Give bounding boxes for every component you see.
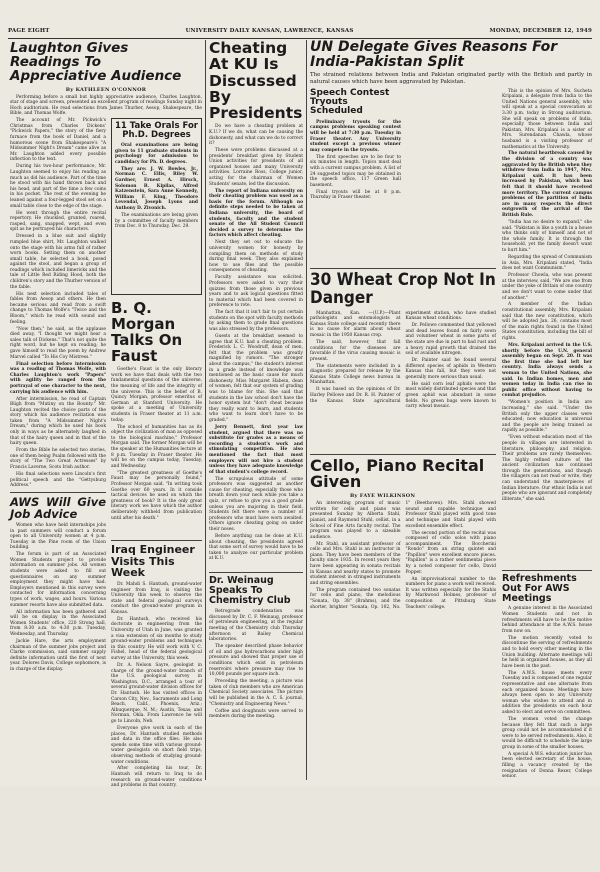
phd-paragraph: The examinations are being given by a committee of faculty members from Dec. 8 to Thursday, Dec. 29.	[115, 213, 198, 230]
aws-paragraph: All information has been gathered and will be on display in the Associated Women Students' office, 220 Strong hall, from 8:30 a.m. to 4:30 p.m. Tuesday, Wednesday, and Thursday.	[10, 609, 106, 637]
morgan-headline: B. Q. Morgan Talks On Faust	[111, 299, 183, 365]
iraq-paragraph: After completing his tour, Dr. Hantush will return to Iraq to do research on ground-water conditions and problems in that country.	[111, 766, 202, 789]
wheat-paragraph: Dr. Pellowe commented that yellowed and dead leaves found on fairly sown and volunteer wheat in some parts of the state are due in part to bad rust and a heavy rapid growth that drained the soil of available nitrogen.	[405, 323, 496, 357]
laughton-paragraph: Dressed in a blue suit and slightly rumpled blue shirt, Mr. Laughton walked onto the stage with his arms full of rather worn books. Setting them on another small table, he selected a book, posed against the stool, and began a group of readings which included limericks and the tale of Little Red Riding Hood, both the children's story and the Thurber version of the fable.	[10, 234, 106, 290]
weinaug-article	[209, 609, 303, 809]
right-section	[310, 40, 592, 780]
refresh-paragraph: A special A.W.S. education junior has been elected secretary of the house, filling a vacancy created by the resignation of Donna Rexer, College senior.	[502, 751, 592, 780]
page-number: PAGE EIGHT	[8, 28, 50, 34]
speech-column	[310, 89, 401, 265]
iraq-paragraph: Dr. Mahdi S. Hantush, ground-water engineer from Iraq, is visiting the University this week to observe the state and federal geological surveys conduct the ground-water program in Kansas.	[111, 581, 202, 615]
aws-paragraph: The forum is part of an Associated Women Students project to provide information on summer jobs. All women students were asked to fill out questionnaires on any summer employment they might have had. Employers mentioned in this survey were contacted for information concerning types of work, wages, and hours. Various summer resorts have also submitted data.	[10, 552, 106, 608]
un-paragraph: Regarding the spread of Communism in Asia, Mrs. Kripalani stated, "India does not want Communism."	[502, 254, 592, 272]
cheating-paragraph: Next they set out to educate the university women for honesty by compiling them on methods of study during final week. They also explained how to use files and the possible consequences of cheating.	[209, 240, 303, 274]
laughton-headline: Laughton Gives Readings To Appreciative Audience	[10, 40, 182, 85]
un-lead: The strained relations between India and Pakistan originated partly with the British and partly in natural causes which have been aggravated by Pakistan.	[310, 72, 592, 85]
iraq-paragraph: Everyone give work in each of the places, Dr. Hantush studied methods and data in the office files. He also spends some time with various ground-water geologists on short field trips, observing methods of studying ground-water conditions.	[111, 725, 202, 765]
wheat-paragraph: The said, however, that fall conditions for the diseases are favorable if the virus causing mosaic is present.	[310, 339, 401, 362]
un-paragraph: "Women's position in India are increasing," she said. "Under the British only the upper classes were educated; now education is universal and the people are being trained as rapidly as possible."	[502, 400, 592, 434]
cheating-article	[209, 124, 303, 569]
cheating-paragraph: These were problems discussed at a presidents' breakfast given by Student Union activities for presidents of all organized houses and many University activities. Lorraine Ross, College junior, acting for the chairman of Women Students' senate, led the discussion.	[209, 148, 303, 187]
refresh-article	[502, 606, 592, 806]
aws-paragraph: Jackie Hare, the arts employment chairman of the summer jobs project and Clarke commission, said summer supply definite information until the first of next year. Dolores Davis, College sophomore, is in charge of the display.	[10, 638, 106, 672]
weinaug-headline: Dr. Weinaug Speaks To Chemistry Club	[209, 575, 291, 607]
aws-headline: AWS Will Give Job Advice	[10, 494, 106, 521]
divider	[209, 572, 303, 573]
laughton-paragraph: His final selections were Lincoln's first political speech and the "Gettysburg Address."	[10, 472, 106, 489]
wheat-paragraph: Dr. Painter said he found several different species of aphids in Western Kansas this fall, but they were not generally more serious than usual.	[405, 358, 496, 380]
wheat-headline: 30 Wheat Crop Not In Danger	[310, 269, 496, 308]
cello-byline: By FAYE WILKINSON	[350, 493, 416, 500]
newspaper-name: UNIVERSITY DAILY KANSAN, LAWRENCE, KANSAS	[185, 28, 354, 34]
cheating-paragraph: Before anything can be done at K.U. about cheating, the presidents agreed that some sort of survey would have to be taken to analyze our particular problem at K.U.	[209, 534, 303, 562]
cello-paragraph: The program contained two sonatas for cello and piano, the melodious "Sonata, Op. 38" (Brahms), and the shorter, brighter "Sonata, Op. 102, No. 1" (Beethoven). Mrs. Stahl showed sound and capable technique and Professor Stahl played with good tone and technique and Stahl played with excellent ensemble effect.	[310, 501, 496, 610]
divider	[111, 540, 202, 541]
speech-paragraph: Final tryouts will be at 8 p.m. Thursday in Fraser theater.	[310, 189, 401, 201]
right-left-block	[310, 89, 496, 807]
cheating-paragraph: Guests at the breakfast seemed to agree that K.U. had a cheating problem. Frederick L. C. Woodruff, dean of men, felt that the problem was greatly magnified by rumors. "The stronger about the campus," the student's interest in a grade instead of knowledge was mentioned as the basic cause for much dishonesty. Miss Margaret Habein, dean of women, felt that our system of grading was to blame for this. She said that students in the law school don't have the honor system but "don't cheat because they really want to learn, and students who want to learn don't have to be graded."	[209, 334, 303, 423]
refresh-headline: Refreshments Out For AWS Meetings	[502, 572, 577, 604]
wheat-paragraph: He said corn leaf aphids were the most widely distributed species and that green aphid was abundant in some fields. No green bugs were known to carry wheat mosaic.	[405, 381, 496, 410]
phd-paragraph: They are: J. W. Bowles, Jr., Norman C. Ellis, Riley W. Gardner, Ernest A. Hirsch, Solomon B. Kipilas, Alfred Katzenstein, Sara Anne Kennedy, William F. King, Theodore Levendal, Joseph Lyons and Anthony D. Zivonich.	[115, 166, 198, 212]
column-rule	[306, 40, 307, 780]
weinaug-paragraph: Coffee and doughnuts were served to members during the meeting.	[209, 708, 303, 720]
un-paragraph: This is the opinion of Mrs. Sucheta Kripalani, a delegate from India to the United Nations general assembly, who will speak at a special convocation at 3:30 p.m. today in Strong auditorium. She will speak on problems of India, especially those between India and Pakistan. Mrs. Kripalani is a sister of Mrs. Surendanan Chawla, whose husband is a visiting professor of mathematics at the University.	[502, 88, 592, 150]
left-column	[10, 40, 202, 789]
laughton-paragraph: Final selection before intermission was a reading of Thomas Wolfe, with Charles Laughton's work "Papers" with agility he ranged from the portrayal of one character to the next, carrying his audience with him.	[10, 361, 106, 395]
phd-headline: 11 Take Orals For Ph.D. Degrees	[115, 121, 198, 141]
morgan-paragraph: "The greatest greatness of Goethe's Faust may be personally found," Professor Morgan said. "In writing took Goethe over 60 years. In it conside tactical devices he used on which the greatness of book? It is the only great literary work we have which the author deliberately withheld from publication until after his death."	[111, 470, 202, 521]
un-paragraph: "Even without education most of the people in villages are interested in literature, philosophy, and religion. Their problems are rarely themselves. The highly refined culture of the ancient civilization has continued through the generations, and though the villagers can not read or write, they can understand the masterpieces of Indian literature. Our ethnic India is not people who are ignorant and completely illiterate," she said.	[502, 435, 592, 502]
wheat-paragraph: It was based on the opinions of Dr. Harley Pellowe and Dr. R. H. Painter of the Kansas State agricultural experiment station, who have studied Kansas wheat conditions.	[310, 310, 496, 404]
un-headline: UN Delegate Gives Reasons For India-Pakistan Split	[310, 39, 558, 70]
un-paragraph: Mrs. Kripalani arrived in the U.S. shortly before the U.N. general assembly began on Sept. 20. It was the first time she had left her country. India always sends a woman to the United Nations, she said. In Indian homes, men and women today in India can rise in public office without having to combat prejudice.	[502, 343, 592, 399]
laughton-paragraph: After intermission, he read of Captain Bligh from "Mutiny on the Bounty." Mr. Laughton recited the choice parts of the story which his audience recitation was taken from "A Midsummer Night's Dream," during which he used his book only in ways as he alternately laughed in that of the hairy queen and in that of the hairy queen.	[10, 396, 106, 447]
refresh-paragraph: A genuine interest in the Associated Women Students and not in refreshments will have to be the motive behind attendance at the A.W.S. house from now on.	[502, 606, 592, 634]
laughton-body	[10, 118, 106, 672]
laughton-byline: By KATHLEEN O'CONNOR	[65, 86, 147, 93]
laughton-paragraph: "Now then," he said, as the applause died away, "I thought we might hear a sales talk of Dickens." That's not quite the right word, but he kept on reading; he gave himself to read the poem by Andrew Marvel called "To His Coy Mistress."	[10, 326, 106, 360]
divider	[310, 268, 496, 269]
weinaug-paragraph: The speaker described phase behavior of oil and gas hydrocarbons under high pressure and showed that proper use of conditions which exist in petroleum reservoirs where pressure may rise to 10,000 pounds per square inch.	[209, 644, 303, 678]
speech-paragraph: The first speeches are to be four to six minutes in length. Topics must deal with a current campus problem. A list of 24 suggested topics may be obtained in the speech office, 117 Green hall basement.	[310, 154, 401, 188]
iraq-paragraph: Dr. A. Nelson Sayre, geologist in charge of the ground-water branch of the U.S. geological survey in Washington, D.C., arranged a tour of several ground-water division offices for Dr. Hantush. He has visited offices in Carson City, Nev., Sacramento and Long Beach, Calif., Phoenix, Ariz.; Albuquerque, N. M.; Austin, Texas; and Norman, Okla. From Lawrence he will go to Lincoln, Neb.	[111, 663, 202, 724]
speech-paragraph: Preliminary tryouts for the campus problems speaking contest will be held at 7:30 p.m. Tuesday in Fraser theater. Any University student except a previous winner may compete in the tryouts.	[310, 119, 401, 153]
divider	[502, 570, 592, 571]
cello-paragraph: An improvisational number to the numbers for piano a work well received. It was written especially for the Stahls by Markwood Holmes, professor of composition at Pittsburg State Teachers' college.	[405, 576, 496, 610]
cheating-paragraph: The fact that it isn't fair to put certain students on the spot with faculty methods by asking them to grade final questions was also stressed by the professors.	[209, 310, 303, 333]
cheating-paragraph: The scrupulous attitude of some professors was suggested as another cause for cheating, especially those who breath down your neck while you take a quiz, or refuse to give you a good grade unless you are majoring in their field. Students felt there were a number of professors who must have worn awaited. Others ignore cheating going on under their noses.	[209, 476, 303, 533]
page-header	[8, 28, 592, 39]
cheating-paragraph: Jerry Bennett, first year law student, argued that there was no substitute for grades as a means of recording a student's work and stimulating competition. He also mentioned the fact that most employers will not hire a student unless they have adequate knowledge of that student's college record.	[209, 424, 303, 475]
un-paragraph: A member of the Indian constitutional assembly, Mrs. Kripalani said that the new constitution, which will be adopted Jan. 26, contains most of the main rights found in the United States constitution, including the bill of rights.	[502, 302, 592, 342]
laughton-lead: Performing before a small but highly appreciative audience, Charles Laughton, star of stage and screen, presented an excellent program of readings Sunday night in Hoch auditorium. He read selections from James Thurber, Aesop, Shakespeare, the Bible, and Thomas Wolfe.	[10, 94, 202, 117]
cello-headline: Cello, Piano Recital Given	[310, 455, 485, 492]
un-paragraph: Professor Chowla, who was present at the interview, said, "We are one from under the yoke of Britain of one country and we don't want to come under that of another."	[502, 273, 592, 301]
cello-paragraph: The second portion of the recital was composed of cello solos with piano accompaniment. The Boccherini "Rondo" from an string quintet and "Papillon" were excellent encore pieces. "Papillon" is a rather sentimental piece by a noted composer for cello, David Popper.	[405, 530, 496, 575]
cello-article	[310, 501, 496, 726]
iraq-article	[111, 582, 202, 872]
iraq-headline: Iraq Engineer Visits This Week	[111, 543, 195, 580]
phd-box	[111, 118, 202, 295]
iraq-paragraph: Dr. Hantush, who received his doctorate in engineering from the University of Utah in June, was granted a visa extension of six months to study ground-water problems and techniques in this country. He will work with V. C. Fishel, head of the federal geological survey at the University, this week.	[111, 616, 202, 662]
laughton-paragraph: During his two-hour performance, Mr. Laughton seemed to enjoy his reading as much as did his audience. Part of the time he stood with his hand thrown back and his head, and part of the time a few coins in his pocket. The rest of the evening he leaned against a four-legged stool set on a small table close to the edge of the stage.	[10, 164, 106, 209]
laughton-article	[10, 95, 202, 117]
issue-date: MONDAY, DECEMBER 12, 1949	[489, 28, 592, 34]
divider	[10, 492, 106, 493]
refresh-paragraph: The A.W.S. house meets every Tuesday and is composed of one regular representative and one alternate from each organized house. Meetings have always been open to any University woman who wishes to attend and in addition the presidents on each hour asked to elect and serve on committees.	[502, 670, 592, 715]
aws-paragraph: Women who have held internships jobs in past summers will conduct a forum open to all University women at 4 p.m. Tuesday in the Pine room of the Union building.	[10, 522, 106, 551]
un-paragraph: The natural heartbreak caused by the division of a country was aggravated by the British when they withdrew from India in 1947, Mrs. Kripalani said. It has been increased by Pakistan, which has felt that it should have received more territory. The current campus problems of the partition of India are in many respects the direct outgrowth of the arrival of the British Rule.	[502, 151, 592, 219]
cheating-paragraph: Do we have a cheating problem at K.U.? If we do, what can be causing the dishonesty, and what can we do to correct it?	[209, 124, 303, 147]
cheating-paragraph: Faculty assistance was solicited. Professors were asked to vary their quizzes from those given in previous years and to ask logical questions fitted to material which had been covered in preference to rote.	[209, 275, 303, 309]
morgan-article	[111, 367, 202, 537]
speech-headline: Speech Contest Tryouts Scheduled	[310, 87, 390, 117]
column-rule	[205, 40, 206, 780]
weinaug-paragraph: Preceding the meeting, a picture was taken of club members who are American Chemical Society associates. The picture will be published in the A. C. S. journal, "Chemistry and Engineering News."	[209, 679, 303, 707]
weinaug-paragraph: Retrograde condensation was discussed by Dr. C. F. Weinaug, professor of petroleum engineering, at the regular meeting of the Chemistry club Thursday afternoon at Bailey Chemical laboratories.	[209, 609, 303, 643]
un-article	[502, 89, 592, 567]
laughton-paragraph: He went through the entire recital repertory. He chuckled, grunted, roared, rasped, sang, snapped, wept, and even spit as he portrayed his characters.	[10, 210, 106, 233]
phd-paragraph: Oral examinations are being given to 11 graduate students in psychology for admission to candidacy for Ph. D. degrees.	[115, 143, 198, 165]
cheating-column	[209, 40, 303, 780]
wheat-article	[310, 311, 496, 451]
cello-paragraph: An interesting program of music written for cello and piano was presented Sunday by Alberta Stahl, pianist, and Raymond Stuhl, cellist, in a School of Fine Arts faculty recital. The program was played to a sizeable audience.	[310, 501, 401, 540]
un-column	[502, 89, 592, 807]
morgan-paragraph: The school of humanities has as its object the civilization of man as opposed to the biological machine," Professor Morgan said. The former Morgan will be the speaker at the Humanities lecture at 8 p.m. Tuesday in Fraser theater. He will be on the campus today, Tuesday, and Wednesday.	[111, 424, 202, 469]
refresh-paragraph: The motion recently voted to discontinue the serving of refreshments and to hold every other meeting in the Union building. Alternate meetings will be held in organized houses, as they all have been in the past.	[502, 635, 592, 669]
cheating-paragraph: The report of Indiana university on their cheating problem was used as a basis for the forum. Although no definite steps needed to be taken at Indiana university, the board of students, faculty and the student senate of the All Student Council decided a survey to determine the factors which affect cheating.	[209, 188, 303, 239]
refresh-paragraph: The women voted the change because they felt that such a large group could not be accommodated if it were to be served refreshments. Also, it would be difficult to schedule the large group in some of the smaller houses.	[502, 716, 592, 750]
speech-article	[310, 120, 401, 265]
un-paragraph: "India has no desire to expand," she said. "Pakistan is like a youth in a house who thinks only of himself and not of the whole family. It is through the household, yet the family doesn't want to hurt him."	[502, 220, 592, 253]
speech-side	[405, 89, 496, 265]
laughton-paragraph: From the Bible he selected two stories, one of them being Psalm followed with the story of "The Two Great Actresses" by Francis Laverne, Scots Irish author.	[10, 448, 106, 471]
wheat-paragraph: The statements were included in a diagnostic prepared for release by the Kansas State College news bureau in Manhattan.	[310, 363, 401, 386]
morgan-paragraph: Goethe's Faust is the only literary work we have that deals with the two fundamental questions of the universe, the meaning of life and the integrity of the universe. This is the belief of B. Quincy Morgan, professor emeritus of German at Stanford University. He spoke at a meeting of University students in Fraser theater at 11 a.m. today.	[111, 367, 202, 423]
laughton-sidebar	[111, 118, 202, 872]
divider	[310, 454, 496, 455]
wheat-paragraph: Manhattan, Kan. —(U.P.)—Plant pathologists and entomologists at Kansas State college said recently there is no cause for alarm about wheat mosaic in the 1950 Kansas crop.	[310, 310, 401, 338]
laughton-paragraph: His next selection included tales of fables from Aesop and others. He then became serious and read from a swift change to Thomas Wolfe's "Twice and the Bloom," which he read with sound and feeling.	[10, 291, 106, 325]
cello-paragraph: Mr. Stahl, an assistant professor of cello and Mrs. Stahl is an instructor in piano. They have been members of the faculty since 1935. In recent years they have been appearing in sonata recitals in Kansas and nearby states to promote student interest in stringed instruments and string ensembles.	[310, 541, 401, 586]
laughton-paragraph: The account of Mr. Pickwick's Christmas from Charles Dickens' "Pickwick Papers," the story of the fiery furnace from the book of Daniel, and a humorous scene from Shakespeare's "A Midsummer Night's Dream" came alive as Mr. Laughton added every possible inflection to the text.	[10, 118, 106, 163]
cheating-headline: Cheating At KU Is Discussed By Presidents	[209, 39, 303, 123]
